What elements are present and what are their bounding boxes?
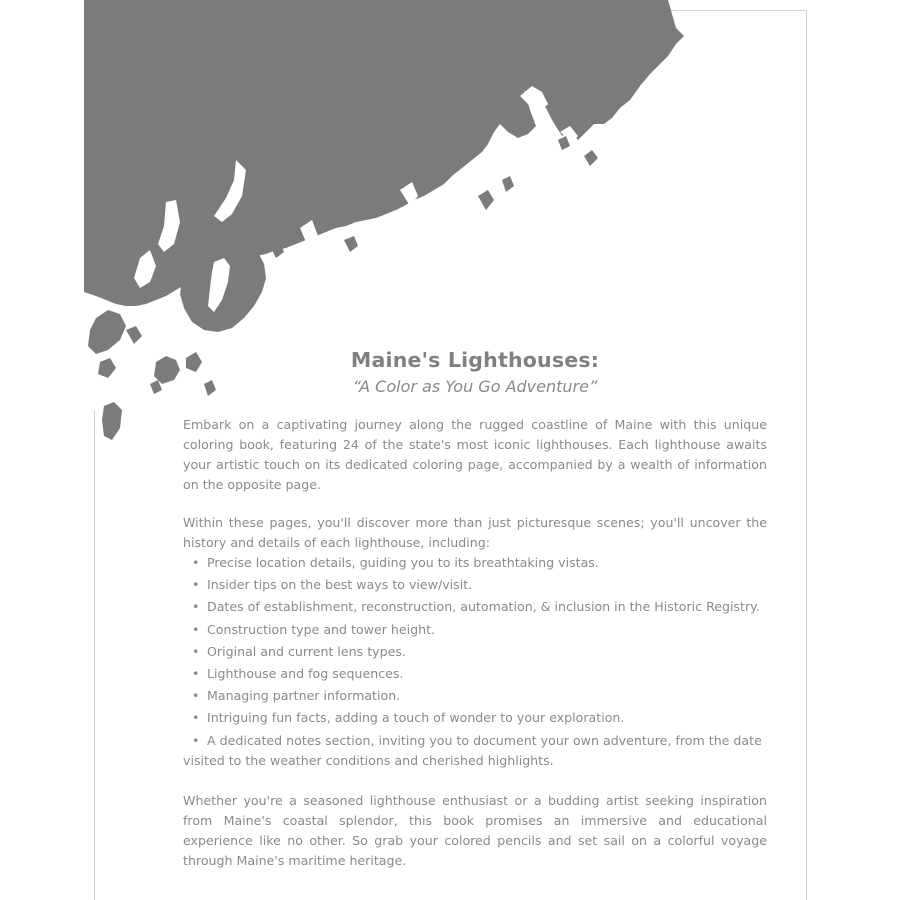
list-item-text: Insider tips on the best ways to view/visit. bbox=[207, 577, 473, 593]
list-item bbox=[183, 642, 767, 662]
bullet-icon: • bbox=[192, 665, 200, 681]
bullet-icon: • bbox=[192, 710, 200, 726]
closing-paragraph: Whether you're a seasoned lighthouse enthusiast or a budding artist seeking inspiration from Maine's coastal splendor, this book promises an immersive and educational experience like no other. So grab your colored pencils and set sail on a colorful voyage through Maine's maritime heritage. bbox=[183, 792, 767, 868]
bullet-icon: • bbox=[192, 643, 200, 659]
list-item-text: Construction type and tower height. bbox=[207, 621, 436, 637]
details-list bbox=[183, 553, 767, 771]
page-title: Maine's Lighthouses: bbox=[350, 348, 600, 372]
list-item bbox=[183, 620, 767, 640]
list-item-text: Lighthouse and fog sequences. bbox=[207, 665, 404, 681]
bullet-icon: • bbox=[192, 577, 200, 593]
bullet-icon: • bbox=[192, 555, 200, 570]
list-item bbox=[183, 597, 767, 617]
bullet-icon: • bbox=[192, 599, 200, 615]
bullet-icon: • bbox=[192, 621, 200, 637]
intro-paragraph: Embark on a captivating journey along the rugged coastline of Maine with this unique coloring book, featuring 24 of the state's most iconic lighthouses. Each lighthouse awaits your artistic touch on its dedicated coloring page, accompanied by a wealth of information on the opposite page. bbox=[183, 417, 767, 492]
list-item bbox=[183, 664, 767, 684]
coastline-silhouette bbox=[84, 0, 684, 440]
list-item-text: Managing partner information. bbox=[207, 688, 401, 704]
list-item bbox=[183, 708, 767, 728]
list-item bbox=[174, 731, 767, 771]
details-intro-paragraph: Within these pages, you'll discover more than just picturesque scenes; you'll uncover the history and details of each lighthouse, including: bbox=[183, 515, 767, 550]
bullet-icon: • bbox=[192, 732, 200, 748]
list-item bbox=[183, 686, 767, 706]
bullet-icon: • bbox=[192, 688, 200, 704]
list-item-text: Precise location details, guiding you to its breathtaking vistas. bbox=[207, 555, 599, 570]
list-item bbox=[183, 553, 767, 573]
page-body bbox=[183, 415, 767, 871]
list-item-text: A dedicated notes section, inviting you to document your own adventure, from the date visited to the weather conditions and cherished highlights. bbox=[183, 732, 762, 768]
list-item bbox=[183, 575, 767, 595]
list-item-text: Intriguing fun facts, adding a touch of wonder to your exploration. bbox=[207, 710, 625, 726]
list-item-text: Original and current lens types. bbox=[207, 643, 406, 659]
list-item-text: Dates of establishment, reconstruction, automation, & inclusion in the Historic Registry. bbox=[207, 599, 760, 615]
page-subtitle: “A Color as You Go Adventure” bbox=[352, 377, 598, 396]
